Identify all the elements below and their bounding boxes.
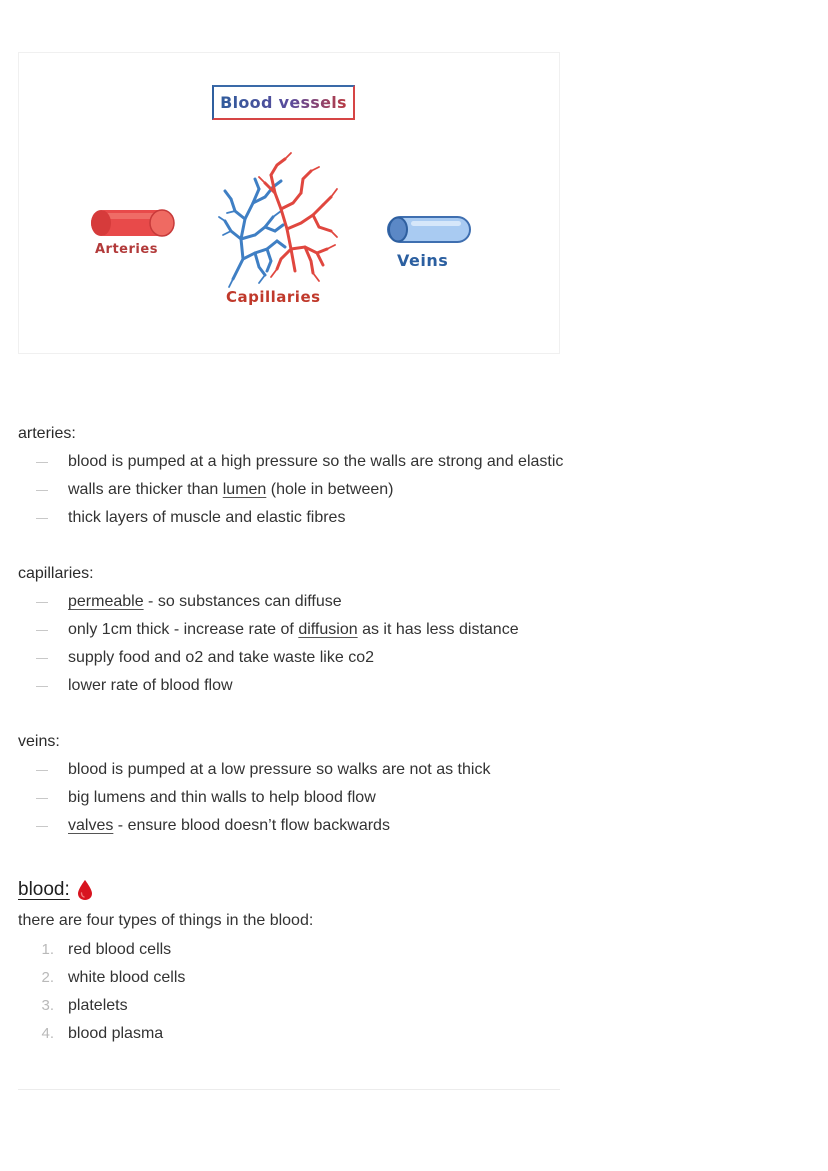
blood-heading-text: blood: bbox=[18, 879, 70, 900]
capillaries-label: Capillaries bbox=[226, 288, 321, 306]
blood-heading bbox=[18, 879, 93, 901]
arteries-heading: arteries: bbox=[18, 425, 76, 442]
bullet-dash bbox=[36, 770, 48, 771]
veins-label: Veins bbox=[397, 251, 449, 270]
figure-title: Blood vessels bbox=[212, 85, 355, 120]
bullet-dash bbox=[36, 490, 48, 491]
veins-heading: veins: bbox=[18, 733, 60, 750]
diffusion-term: diffusion bbox=[298, 621, 358, 638]
blood-item-2: white blood cells bbox=[68, 969, 186, 986]
blood-drop-icon bbox=[77, 879, 93, 901]
bullet-dash bbox=[36, 518, 48, 519]
blood-item-3: platelets bbox=[68, 997, 128, 1014]
valves-term: valves bbox=[68, 817, 114, 834]
capillaries-item-4: lower rate of blood flow bbox=[68, 677, 233, 694]
list-number: 2. bbox=[41, 969, 54, 986]
blood-intro: there are four types of things in the blood: bbox=[18, 912, 314, 929]
bullet-dash bbox=[36, 686, 48, 687]
arteries-item-3: thick layers of muscle and elastic fibres bbox=[68, 509, 346, 526]
veins-item-3: valves - ensure blood doesn’t flow backwards bbox=[68, 817, 390, 834]
capillaries-item-1: permeable - so substances can diffuse bbox=[68, 593, 342, 610]
list-number: 1. bbox=[41, 941, 54, 958]
blood-item-1: red blood cells bbox=[68, 941, 172, 958]
bullet-dash bbox=[36, 826, 48, 827]
artery-illustration bbox=[91, 210, 174, 236]
bullet-dash bbox=[36, 630, 48, 631]
bullet-dash bbox=[36, 798, 48, 799]
capillaries-item-3: supply food and o2 and take waste like co2 bbox=[68, 649, 374, 666]
arteries-label: Arteries bbox=[95, 242, 158, 257]
blood-vessels-figure bbox=[18, 52, 560, 354]
vein-illustration bbox=[388, 217, 470, 242]
permeable-term: permeable bbox=[68, 593, 144, 610]
veins-item-1: blood is pumped at a low pressure so walks are not as thick bbox=[68, 761, 491, 778]
divider bbox=[18, 1089, 560, 1090]
arteries-item-1: blood is pumped at a high pressure so the walls are strong and elastic bbox=[68, 453, 564, 470]
list-number: 4. bbox=[41, 1025, 54, 1042]
arteries-item-2: walls are thicker than lumen (hole in between) bbox=[68, 481, 394, 498]
lumen-term: lumen bbox=[222, 481, 267, 498]
capillaries-item-2: only 1cm thick - increase rate of diffusion as it has less distance bbox=[68, 621, 519, 638]
bullet-dash bbox=[36, 658, 48, 659]
list-number: 3. bbox=[41, 997, 54, 1014]
veins-item-2: big lumens and thin walls to help blood flow bbox=[68, 789, 376, 806]
bullet-dash bbox=[36, 462, 48, 463]
bullet-dash bbox=[36, 602, 48, 603]
blood-item-4: blood plasma bbox=[68, 1025, 164, 1042]
capillaries-heading: capillaries: bbox=[18, 565, 94, 582]
